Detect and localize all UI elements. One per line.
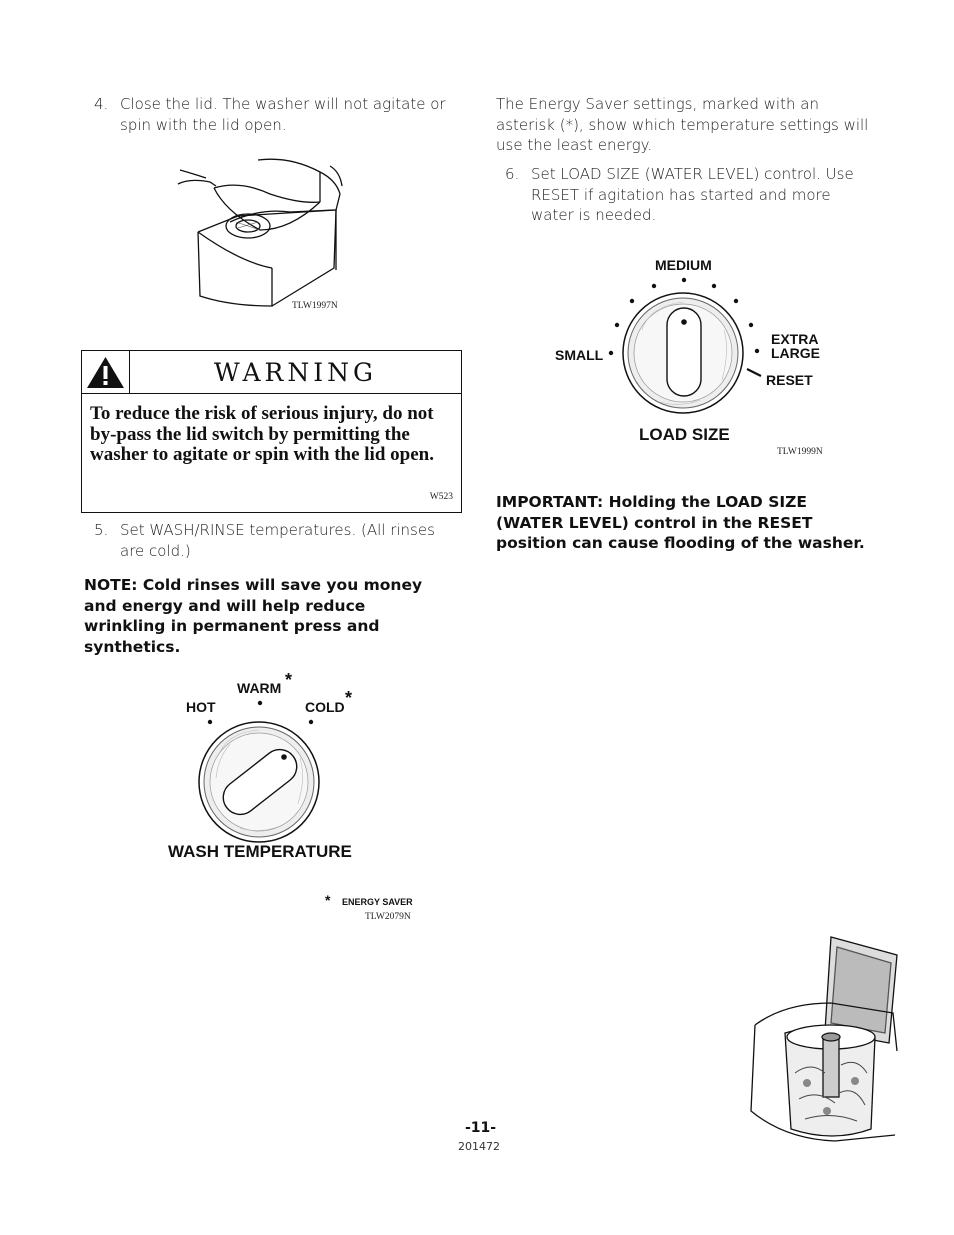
step-number: 5. — [94, 521, 109, 539]
hot-label: HOT — [186, 699, 216, 715]
step-number: 4. — [94, 95, 109, 113]
cold-dot — [309, 720, 313, 724]
warning-icon-cell — [82, 351, 130, 393]
figure-code-wash: TLW2079N — [365, 912, 411, 922]
energy-saver-legend: ENERGY SAVER — [342, 897, 413, 907]
small-dot — [609, 351, 613, 355]
step-5 — [94, 520, 456, 561]
warning-triangle-icon — [82, 351, 129, 393]
warning-code: W523 — [429, 492, 453, 502]
medium-label: MEDIUM — [655, 257, 712, 273]
figure-code-lid: TLW1997N — [292, 301, 338, 311]
medium-dot — [682, 278, 686, 282]
warning-text: To reduce the risk of serious injury, do not by-pass the lid switch by permitting the washer to agitate or spin with the lid open. — [90, 403, 434, 465]
open-washer-illustration — [745, 933, 900, 1145]
large-label: LARGE — [771, 345, 820, 361]
document-number: 201472 — [458, 1140, 500, 1153]
hot-dot — [208, 720, 212, 724]
washer-lid-illustration — [170, 150, 370, 310]
step-number: 6. — [505, 165, 520, 183]
extra-large-dot — [755, 349, 759, 353]
load-size-title: LOAD SIZE — [639, 425, 730, 444]
step-text: Close the lid. The washer will not agitate or spin with the lid open. — [120, 95, 446, 134]
reset-mark — [747, 369, 761, 376]
step-text: Set LOAD SIZE (WATER LEVEL) control. Use RESET if agitation has started and more water is needed. — [531, 165, 854, 224]
wash-knob-graphic — [160, 668, 430, 868]
cold-label: COLD — [305, 699, 345, 715]
step-4 — [94, 94, 454, 135]
load-size-dial — [550, 250, 840, 465]
small-label: SMALL — [555, 347, 604, 363]
energy-saver-asterisk: * — [325, 892, 331, 908]
figure-code-load: TLW1999N — [777, 447, 823, 457]
step-text: Set WASH/RINSE temperatures. (All rinses are cold.) — [120, 521, 435, 560]
step-6 — [505, 164, 869, 226]
warning-title: WARNING — [214, 358, 377, 387]
cold-asterisk: * — [345, 688, 353, 708]
cold-rinse-note: NOTE: Cold rinses will save you money and energy and will help reduce wrinkling in permanent press and synthetics. — [84, 576, 423, 656]
warning-header — [82, 351, 461, 394]
warm-asterisk: * — [285, 670, 293, 690]
wash-temperature-dial — [160, 668, 430, 938]
extra-label: EXTRA — [771, 331, 819, 347]
important-note: IMPORTANT: Holding the LOAD SIZE (WATER LEVEL) control in the RESET position can cause flooding of the washer. — [496, 493, 865, 552]
reset-label: RESET — [766, 372, 813, 388]
wash-temperature-title: WASH TEMPERATURE — [168, 842, 352, 861]
warm-dot — [258, 701, 262, 705]
page-number: -11- — [465, 1120, 497, 1136]
energy-saver-text: The Energy Saver settings, marked with an asterisk (*), show which temperature settings will use the least energy. — [496, 95, 869, 154]
warning-box — [81, 350, 462, 513]
warm-label: WARM — [237, 680, 282, 696]
